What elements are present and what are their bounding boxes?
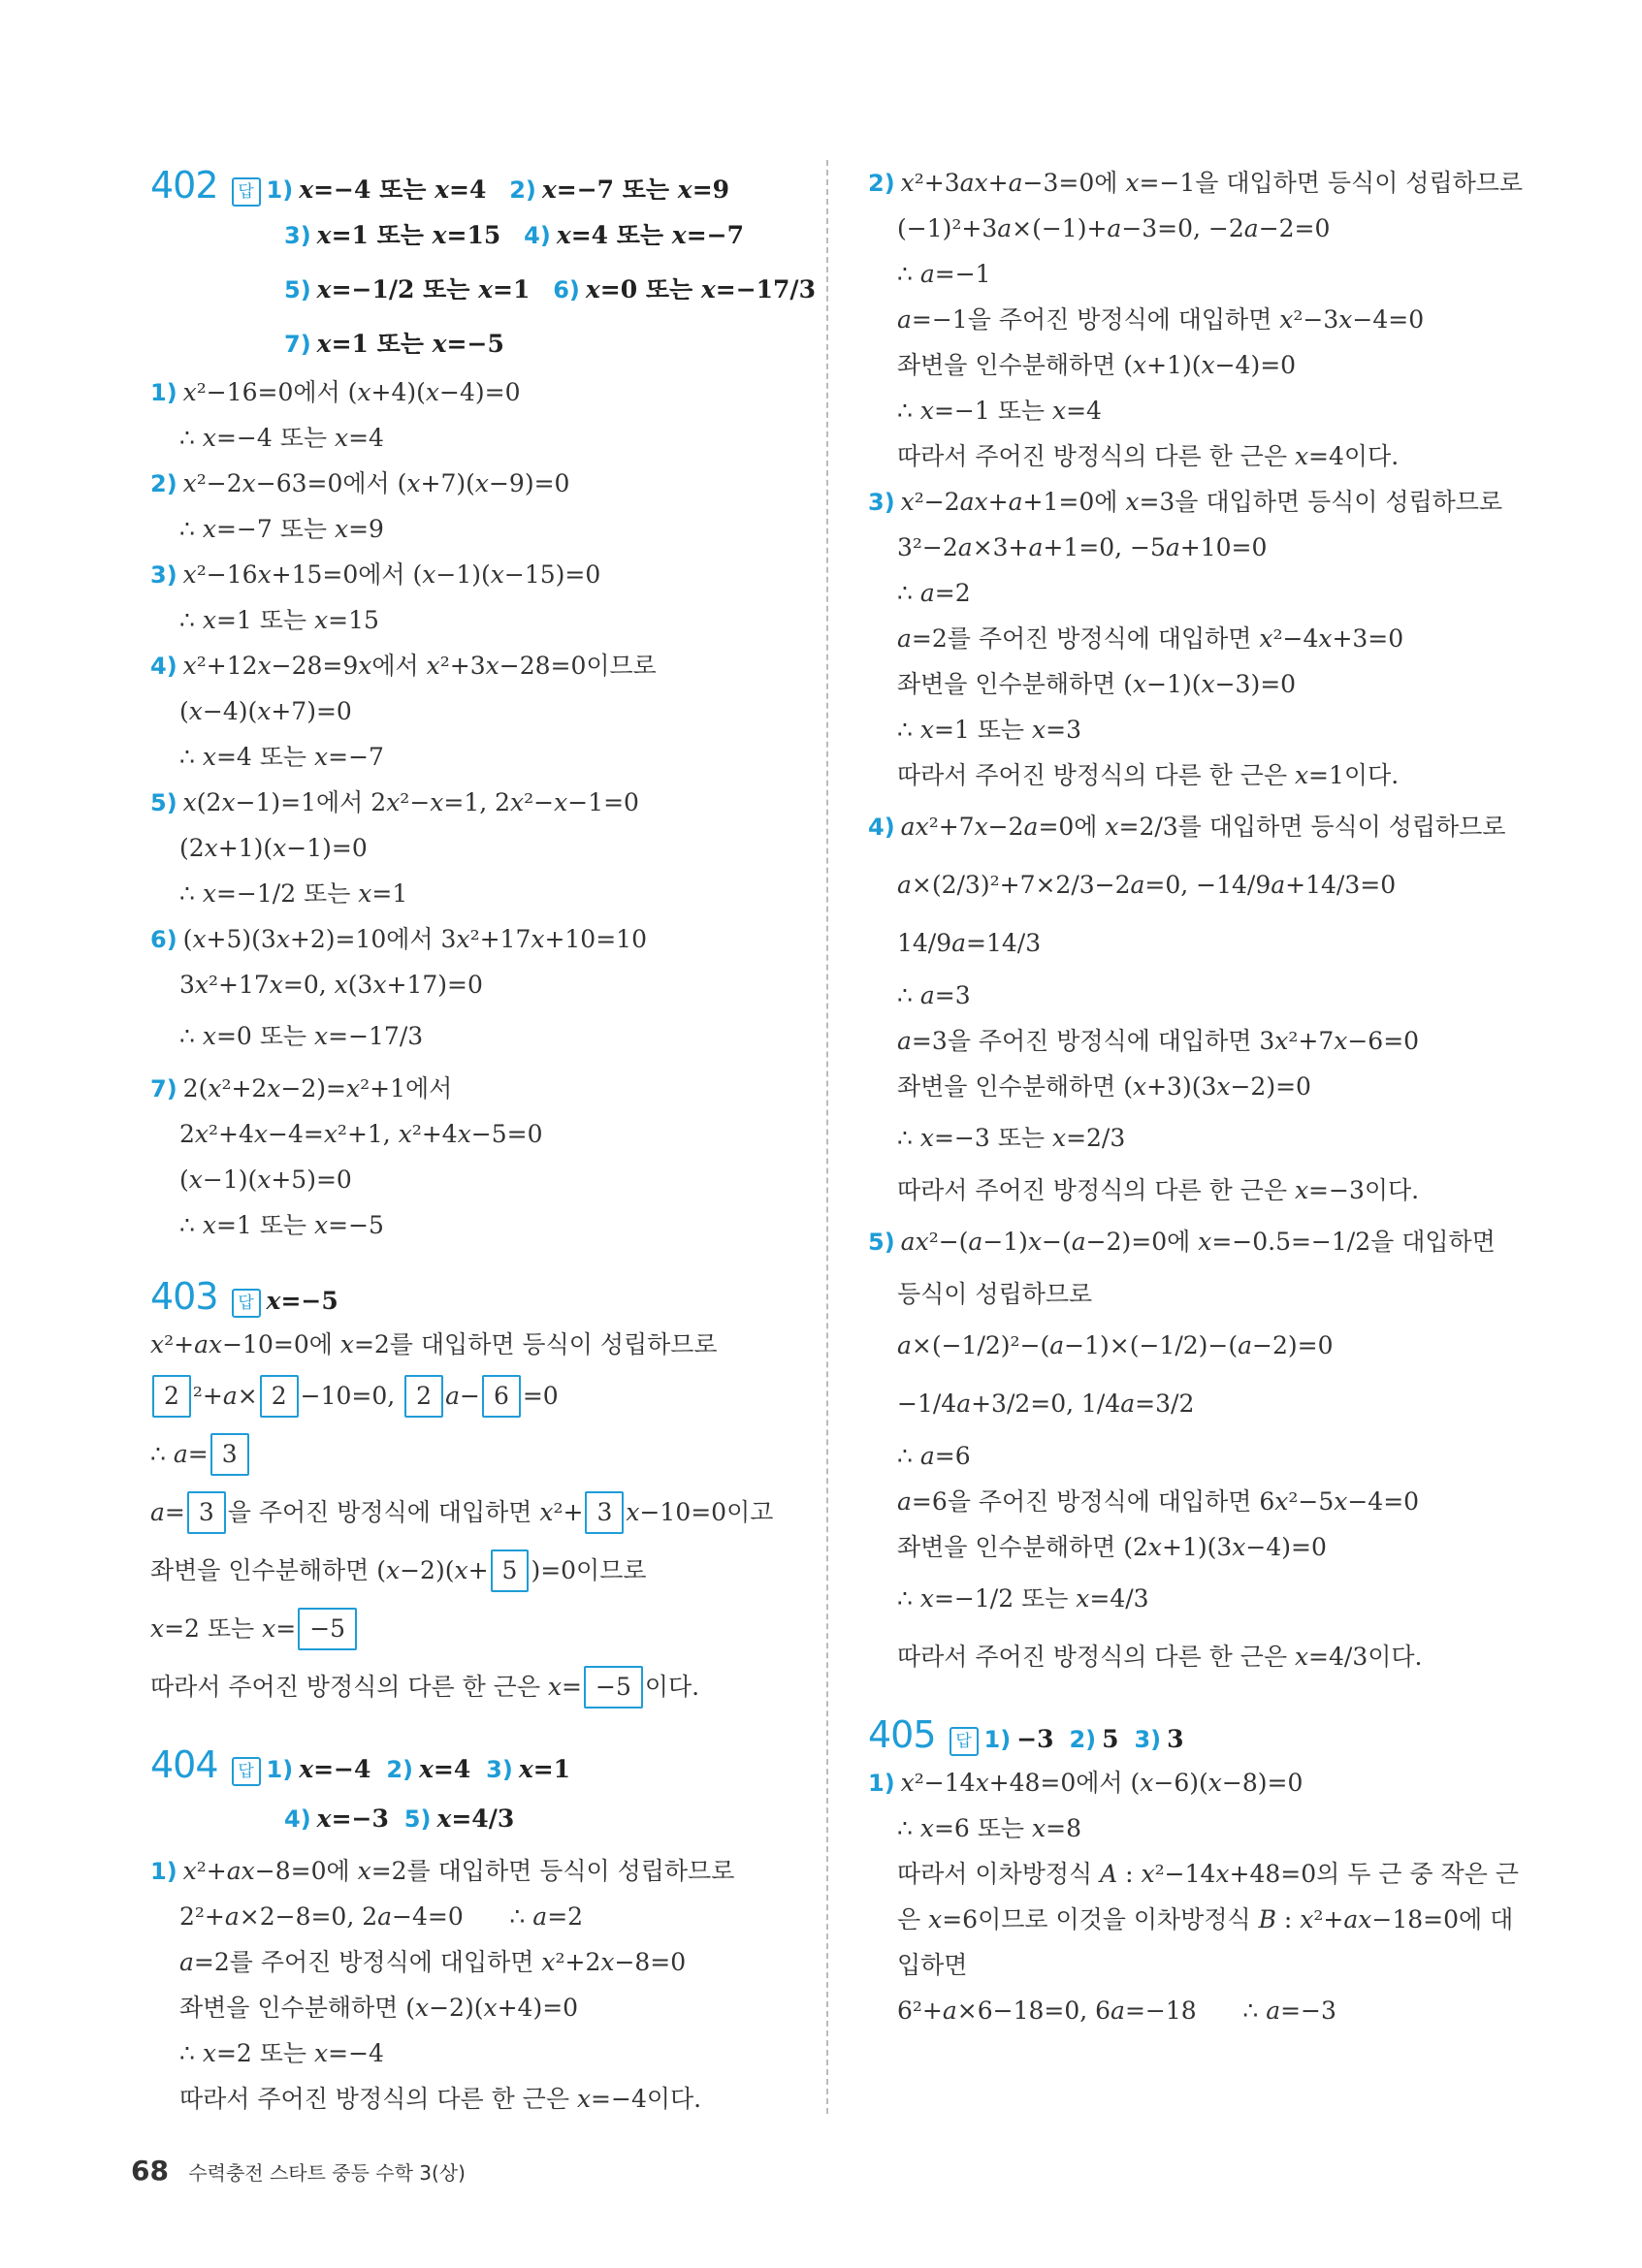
solution-line: 2) x²−2x−63=0에서 (x+7)(x−9)=0 <box>150 469 570 497</box>
solution-line: a=6을 주어진 방정식에 대입하면 6x²−5x−4=0 <box>897 1487 1420 1516</box>
solution-line: 따라서 주어진 방정식의 다른 한 근은 x=−4이다. <box>179 2085 702 2113</box>
answer-badge: 답 <box>232 1289 261 1318</box>
solution-line: (−1)²+3a×(−1)+a−3=0, −2a−2=0 <box>897 214 1331 242</box>
solution-line: 6²+a×6−18=0, 6a=−18 ∴ a=−3 <box>897 1996 1336 2025</box>
problem-402-header: 402 답 1) x=−4 또는 x=4 2) x=−7 또는 x=9 <box>150 160 810 210</box>
solution-line: 5) x=−1/2 또는 x=1 6) x=0 또는 x=−17/3 <box>284 275 816 303</box>
solution-line: (x−4)(x+7)=0 <box>179 697 352 725</box>
solution-line: ∴ x=1 또는 x=3 <box>897 716 1081 744</box>
solution-line: x²+ax−10=0에 x=2를 대입하면 등식이 성립하므로 <box>150 1330 718 1358</box>
book-title: 수력충전 스타트 중등 수학 3(상) <box>188 2161 466 2185</box>
problem-404-header: 404 답 1) x=−4 2) x=4 3) x=1 <box>150 1740 810 1790</box>
solution-line: 좌변을 인수분해하면 (x+1)(x−4)=0 <box>897 351 1297 379</box>
solution-line: 따라서 주어진 방정식의 다른 한 근은 x=1이다. <box>897 761 1400 789</box>
solution-line: 좌변을 인수분해하면 (x+3)(3x−2)=0 <box>897 1072 1311 1101</box>
solution-line: 1) x²+ax−8=0에 x=2를 대입하면 등식이 성립하므로 <box>150 1857 735 1885</box>
solution-line: ∴ x=−1/2 또는 x=1 <box>179 879 408 908</box>
solution-line: 따라서 주어진 방정식의 다른 한 근은 x=4이다. <box>897 442 1400 470</box>
solution-line: 2x²+4x−4=x²+1, x²+4x−5=0 <box>179 1120 543 1148</box>
solution-line: −1/4a+3/2=0, 1/4a=3/2 <box>897 1390 1195 1418</box>
answer-badge: 답 <box>232 1757 261 1786</box>
solution-line: 따라서 주어진 방정식의 다른 한 근은 x=4/3이다. <box>897 1643 1423 1671</box>
solution-line: 등식이 성립하므로 <box>897 1280 1093 1308</box>
solution-line: 2) x²+3ax+a−3=0에 x=−1을 대입하면 등식이 성립하므로 <box>868 169 1524 197</box>
solution-line: ∴ x=1 또는 x=−5 <box>179 1211 384 1239</box>
solution-line: ∴ x=−1/2 또는 x=4/3 <box>897 1584 1149 1613</box>
solution-line: (x−1)(x+5)=0 <box>179 1166 352 1194</box>
solution-line: 좌변을 인수분해하면 (x−1)(x−3)=0 <box>897 670 1297 698</box>
solution-line: a=−1을 주어진 방정식에 대입하면 x²−3x−4=0 <box>897 305 1425 334</box>
problem-405-header: 405 답 1) −3 2) 5 3) 3 <box>868 1709 1508 1760</box>
solution-line: ∴ a=−1 <box>897 260 991 288</box>
solution-line: 입하면 <box>897 1951 968 1979</box>
problem-number: 405 <box>868 1713 936 1756</box>
solution-line: 3²−2a×3+a+1=0, −5a+10=0 <box>897 533 1268 561</box>
solution-line: x=2 또는 x= −5 <box>150 1600 810 1658</box>
solution-line: 5) x(2x−1)=1에서 2x²−x=1, 2x²−x−1=0 <box>150 788 639 816</box>
right-column <box>868 160 1524 2033</box>
solution-line: 3) x²−16x+15=0에서 (x−1)(x−15)=0 <box>150 560 601 589</box>
solution-line: 2 ²+a× 2 −10=0, 2 a− 6 =0 <box>150 1367 810 1425</box>
solution-line: 좌변을 인수분해하면 (2x+1)(3x−4)=0 <box>897 1533 1327 1561</box>
problem-number: 403 <box>150 1275 218 1318</box>
solution-line: 따라서 이차방정식 A : x²−14x+48=0의 두 근 중 작은 근 <box>897 1860 1519 1888</box>
solution-line: 3) x=1 또는 x=15 4) x=4 또는 x=−7 <box>284 221 744 249</box>
solution-line: 14/9a=14/3 <box>897 929 1042 957</box>
solution-line: 3x²+17x=0, x(3x+17)=0 <box>179 971 483 999</box>
solution-line: ∴ a=2 <box>897 579 971 607</box>
solution-line: a=3을 주어진 방정식에 대입하면 3x²+7x−6=0 <box>897 1027 1420 1055</box>
solution-line: a= 3 을 주어진 방정식에 대입하면 x²+ 3 x−10=0이고 <box>150 1484 810 1542</box>
solution-line: a=2를 주어진 방정식에 대입하면 x²+2x−8=0 <box>179 1948 687 1976</box>
solution-line: ∴ x=4 또는 x=−7 <box>179 743 384 771</box>
solution-line: ∴ x=1 또는 x=15 <box>179 606 379 634</box>
solution-line: (2x+1)(x−1)=0 <box>179 834 368 862</box>
problem-number: 404 <box>150 1743 218 1786</box>
solution-line: ∴ a=3 <box>897 981 971 1009</box>
solution-line: ∴ x=2 또는 x=−4 <box>179 2039 384 2067</box>
solution-line <box>868 1686 1508 1709</box>
solution-line: 5) ax²−(a−1)x−(a−2)=0에 x=−0.5=−1/2을 대입하면 <box>868 1228 1496 1256</box>
solution-line: 4) x²+12x−28=9x에서 x²+3x−28=0이므로 <box>150 652 657 680</box>
left-column <box>150 160 816 2122</box>
solution-line: 6) (x+5)(3x+2)=10에서 3x²+17x+10=10 <box>150 925 647 953</box>
solution-line: 1) x²−14x+48=0에서 (x−6)(x−8)=0 <box>868 1769 1304 1797</box>
solution-line: ∴ x=−1 또는 x=4 <box>897 397 1102 425</box>
solution-line <box>150 1248 810 1271</box>
solution-line: 좌변을 인수분해하면 (x−2)(x+ 5 )=0이므로 <box>150 1542 810 1600</box>
solution-line: ∴ x=−3 또는 x=2/3 <box>897 1124 1126 1152</box>
page-number: 68 <box>131 2155 169 2187</box>
solution-line: 따라서 주어진 방정식의 다른 한 근은 x= −5 이다. <box>150 1658 810 1716</box>
solution-line: ∴ a= 3 <box>150 1425 810 1484</box>
problem-number: 402 <box>150 164 218 207</box>
solution-line: 4) x=−3 5) x=4/3 <box>284 1805 515 1833</box>
page-footer <box>131 2155 466 2187</box>
solution-line: 7) 2(x²+2x−2)=x²+1에서 <box>150 1074 453 1102</box>
problem-403-header: 403 답 x=−5 <box>150 1271 810 1322</box>
solution-line <box>150 1716 810 1740</box>
solution-line: 4) ax²+7x−2a=0에 x=2/3를 대입하면 등식이 성립하므로 <box>868 813 1506 841</box>
solution-line: ∴ x=6 또는 x=8 <box>897 1814 1081 1842</box>
solution-line: a×(−1/2)²−(a−1)×(−1/2)−(a−2)=0 <box>897 1331 1334 1359</box>
answer-badge: 답 <box>232 177 261 207</box>
solution-line: a=2를 주어진 방정식에 대입하면 x²−4x+3=0 <box>897 624 1404 653</box>
solution-line: ∴ x=−7 또는 x=9 <box>179 515 384 543</box>
answer-badge: 답 <box>950 1727 979 1756</box>
solution-line: 좌변을 인수분해하면 (x−2)(x+4)=0 <box>179 1994 579 2022</box>
solution-line: 1) x²−16=0에서 (x+4)(x−4)=0 <box>150 378 521 406</box>
solution-line: a×(2/3)²+7×2/3−2a=0, −14/9a+14/3=0 <box>897 871 1397 899</box>
solution-line: 따라서 주어진 방정식의 다른 한 근은 x=−3이다. <box>897 1176 1420 1204</box>
solution-line: ∴ x=−4 또는 x=4 <box>179 424 384 452</box>
column-divider <box>826 160 828 2114</box>
solution-line: ∴ a=6 <box>897 1442 971 1470</box>
solution-line: 7) x=1 또는 x=−5 <box>284 330 504 358</box>
solution-line: 은 x=6이므로 이것을 이차방정식 B : x²+ax−18=0에 대 <box>897 1905 1514 1933</box>
solution-line: 3) x²−2ax+a+1=0에 x=3을 대입하면 등식이 성립하므로 <box>868 488 1503 516</box>
solution-line: ∴ x=0 또는 x=−17/3 <box>179 1022 424 1050</box>
solution-line: 2²+a×2−8=0, 2a−4=0 ∴ a=2 <box>179 1902 584 1931</box>
